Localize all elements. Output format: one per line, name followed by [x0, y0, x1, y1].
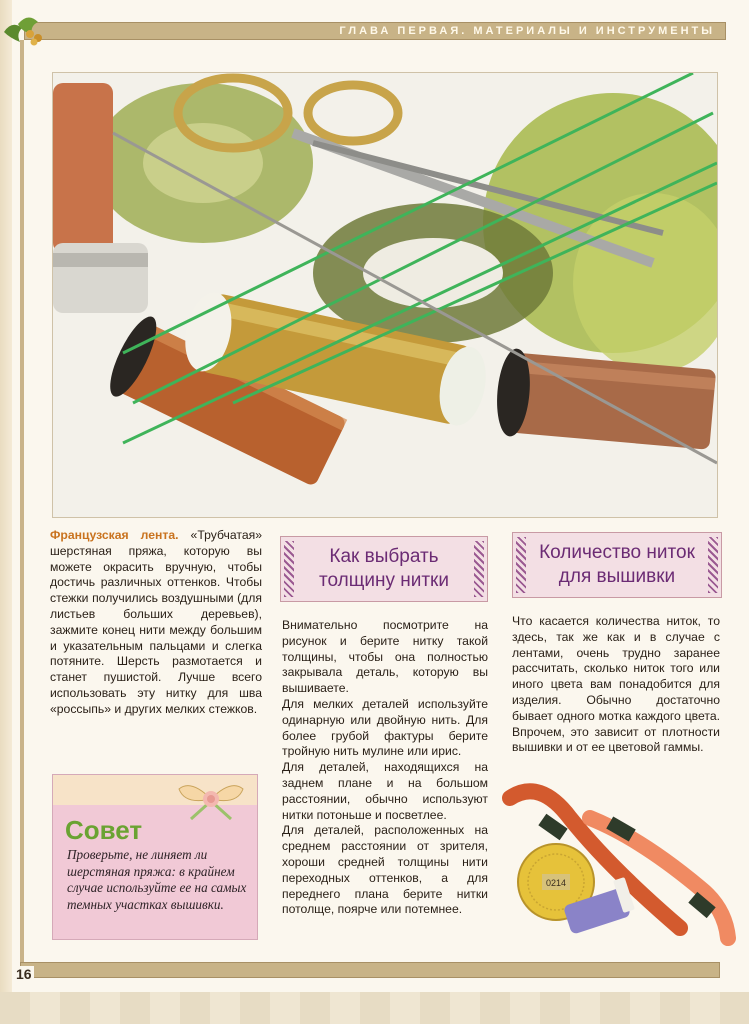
spool-label: 0214 [545, 878, 567, 888]
heading1-line1: Как выбрать [329, 546, 439, 567]
heading-thread-thickness-title [319, 545, 449, 593]
thickness-paragraph-2: Для мелких деталей используйте одинарную или двойную нить. Для более грубой фактуры берите тройную нить мулине или ирис. [282, 696, 488, 759]
footer-bar [20, 962, 720, 978]
chapter-title: ГЛАВА ПЕРВАЯ. МАТЕРИАЛЫ И ИНСТРУМЕНТЫ [339, 25, 715, 37]
threads-photo [52, 72, 718, 518]
french-ribbon-lead: Французская лента. [50, 528, 179, 542]
french-ribbon-paragraph [50, 528, 262, 718]
thread-skeins-illustration [500, 778, 738, 958]
heading-thread-quantity [512, 532, 722, 598]
left-page-edge [0, 0, 12, 1024]
heading-thread-thickness [280, 536, 488, 602]
column-thread-quantity [512, 614, 720, 756]
column-thread-thickness [282, 618, 488, 918]
left-border-rule [20, 40, 24, 980]
heading2-line2: для вышивки [558, 566, 676, 587]
chapter-header [24, 22, 726, 40]
holly-ornament-icon [0, 10, 52, 50]
thickness-paragraph-4: Для деталей, расположенных на среднем расстоянии от зрителя, хороши средней толщины нити переходных оттенков, а для переднего плана берите нитки потолще, поярче или потемнее. [282, 823, 488, 917]
tip-title: Совет [65, 815, 143, 845]
tip-box [52, 774, 258, 940]
tip-text: Проверьте, не линяет ли шерстяная пряжа: в крайнем случае используйте ее на самых темных участках вышивки. [67, 847, 247, 912]
thickness-paragraph-1: Внимательно посмотрите на рисунок и берите нитку такой толщины, чтобы она полностью закрывала деталь, которую вы вышиваете. [282, 618, 488, 696]
column-french-ribbon [50, 528, 262, 718]
quantity-paragraph-1: Что касается количества ниток, то здесь, так же как и в случае с лентами, очень трудно заранее рассчитать, сколько ниток того или иного цвета вам понадобится для изделия. Обычно достаточно бывает одного мотка каждого цвета. Впрочем, это зависит от плотности вышивки и от ее цветовой гаммы. [512, 614, 720, 755]
bottom-page-strip [0, 992, 749, 1024]
heading1-line2: толщину нитки [319, 570, 449, 591]
french-ribbon-text: «Трубчатая» шерстяная пряжа, которую вы можете окрасить вручную, чтобы достичь различных оттенков. Чтобы стежки получились воздушными (для листьев больших деревьев), зажмите конец нити между большим и указательным пальцами и слегка потяните. Шерсть размотается и станет пушистой. Лучше всего использовать эту нитку для шва «россыпь» и других мелких стежков. [50, 528, 262, 716]
page-number: 16 [16, 966, 32, 982]
heading-thread-quantity-title [539, 541, 695, 589]
ribbon-bow-icon [171, 779, 251, 821]
thickness-paragraph-3: Для деталей, находящихся на заднем плане и на большом расстоянии, обычно используют нитки потоньше и посветлее. [282, 760, 488, 822]
heading2-line1: Количество ниток [539, 542, 695, 563]
